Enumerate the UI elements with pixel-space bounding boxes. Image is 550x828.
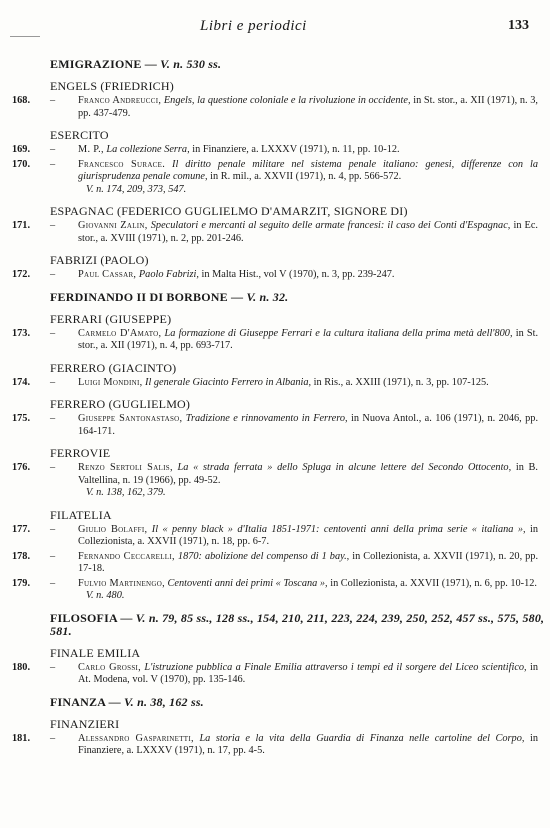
section-cross-reference: V. n. 530 ss. bbox=[160, 57, 222, 71]
header-rule bbox=[10, 36, 40, 37]
section-heading-label: ESERCITO bbox=[50, 128, 109, 142]
section-heading-label: FABRIZI (PAOLO) bbox=[50, 253, 149, 267]
entry-author: Giovanni Zalin, bbox=[78, 220, 148, 231]
entry-dash: – bbox=[50, 732, 56, 744]
section-heading-label: FILATELIA bbox=[50, 507, 112, 522]
entry-number: 172. bbox=[12, 269, 31, 280]
entry-author: Francesco Surace. bbox=[78, 158, 166, 170]
entry-cross-reference: V. n. 138, 162, 379. bbox=[86, 487, 166, 498]
entry-author: Paul Cassar, bbox=[78, 269, 137, 280]
section-heading-label: FILOSOFIA — bbox=[50, 610, 133, 625]
entry-source: in St. stor., a. XII (1971), n. 4, pp. 693-717. bbox=[78, 327, 539, 351]
entry-title: La collezione Serra, bbox=[106, 144, 190, 155]
entry-dash: – bbox=[50, 523, 56, 535]
entry-title: L'istruzione pubblica a Finale Emilia attraverso i tempi ed il sorgere del Liceo scientifico, bbox=[144, 661, 527, 673]
entry-author: Carlo Grossi, bbox=[78, 661, 142, 673]
entry-author: Carmelo D'Amato, bbox=[78, 327, 162, 339]
section-heading bbox=[0, 254, 550, 267]
section-heading bbox=[0, 696, 550, 709]
entry-source: in At. Modena, vol. V (1970), pp. 135-146. bbox=[78, 661, 538, 685]
entry-author: Renzo Sertoli Salis, bbox=[78, 462, 173, 473]
entry-number: 171. bbox=[12, 220, 31, 231]
bibliography-entry bbox=[0, 524, 550, 549]
entry-source: in Nuova Antol., a. 106 (1971), n. 2046, pp. 164-171. bbox=[78, 413, 539, 437]
bibliography-entry bbox=[0, 662, 550, 687]
entry-source: in St. stor., a. XII (1971), n. 3, pp. 437-479. bbox=[78, 95, 538, 119]
entry-dash: – bbox=[50, 144, 56, 155]
bibliography-entry bbox=[0, 159, 550, 197]
entry-number: 181. bbox=[12, 732, 31, 744]
entry-dash: – bbox=[50, 462, 56, 473]
entry-author: Fernando Ceccarelli, bbox=[78, 550, 175, 562]
entry-author: Fulvio Martinengo, bbox=[78, 577, 165, 589]
entry-dash: – bbox=[50, 269, 56, 280]
entry-dash: – bbox=[50, 327, 56, 339]
section-cross-reference: V. n. 32. bbox=[246, 289, 289, 304]
section-heading-label: EMIGRAZIONE — bbox=[50, 57, 157, 71]
bibliography-list bbox=[0, 58, 550, 758]
entry-number: 173. bbox=[12, 327, 31, 339]
entry-dash: – bbox=[50, 550, 56, 562]
section-cross-reference: V. n. 38, 162 ss. bbox=[124, 694, 204, 709]
section-heading bbox=[0, 447, 550, 460]
section-heading-label: FINANZA — bbox=[50, 694, 121, 709]
entry-source: in Ris., a. XXIII (1971), n. 3, pp. 107-125. bbox=[313, 376, 489, 388]
section-heading bbox=[0, 398, 550, 411]
section-cross-reference: V. n. 79, 85 ss., 128 ss., 154, 210, 211, 223, 224, 239, 250, 252, 457 ss., 575, 580, 581. bbox=[50, 610, 545, 638]
section-heading-label: ENGELS (FRIEDRICH) bbox=[50, 79, 174, 93]
section-heading bbox=[0, 612, 550, 638]
entry-dash: – bbox=[50, 661, 56, 673]
entry-author: Giuseppe Santonastaso, bbox=[78, 413, 183, 424]
bibliography-entry bbox=[0, 220, 550, 245]
entry-number: 180. bbox=[12, 661, 31, 673]
section-heading-label: ESPAGNAC (FEDERICO GUGLIELMO D'AMARZIT, SIGNORE DI) bbox=[50, 204, 408, 218]
section-heading bbox=[0, 313, 550, 326]
entry-dash: – bbox=[50, 577, 56, 589]
entry-source: in Finanziere, a. LXXXV (1971), n. 11, pp. 10-12. bbox=[192, 144, 400, 155]
page-number: 133 bbox=[508, 18, 529, 33]
entry-title: Il « penny black » d'Italia 1851-1971: centoventi anni della prima serie « italiana », bbox=[151, 523, 526, 535]
section-heading bbox=[0, 509, 550, 522]
entry-source: in B. Valtellina, n. 19 (1966), pp. 49-52. bbox=[78, 462, 539, 486]
entry-author: M. P., bbox=[78, 144, 104, 155]
entry-title: La « strada ferrata » dello Spluga in alcune lettere del Secondo Ottocento, bbox=[177, 462, 512, 473]
bibliography-entry bbox=[0, 462, 550, 500]
entry-title: Il diritto penale militare nel sistema penale italiano: genesi, differenze con la giurisprudenza penale comune, bbox=[78, 158, 538, 182]
entry-source: in R. mil., a. XXVII (1971), n. 4, pp. 566-572. bbox=[210, 171, 402, 182]
entry-title: 1870: abolizione del compenso di 1 bay., bbox=[177, 550, 350, 562]
section-heading-label: FERDINANDO II DI BORBONE — bbox=[50, 289, 244, 304]
entry-number: 179. bbox=[12, 577, 31, 589]
entry-source: in Malta Hist., vol V (1970), n. 3, pp. 239-247. bbox=[201, 269, 395, 280]
section-heading-label: FERRARI (GIUSEPPE) bbox=[50, 311, 172, 326]
running-title: Libri e periodici bbox=[200, 18, 307, 34]
bibliography-entry bbox=[0, 551, 550, 576]
entry-author: Alessandro Gasparinetti, bbox=[78, 732, 194, 744]
entry-number: 170. bbox=[12, 158, 31, 170]
entry-dash: – bbox=[50, 158, 56, 170]
entry-author: Franco Andreucci, bbox=[78, 95, 162, 106]
bibliography-entry bbox=[0, 95, 550, 120]
entry-source: in Finanziere, a. LXXXV (1971), n. 17, pp. 4-5. bbox=[78, 732, 538, 756]
entry-author: Giulio Bolaffi, bbox=[78, 523, 148, 535]
entry-number: 175. bbox=[12, 413, 31, 424]
section-heading bbox=[0, 647, 550, 660]
bibliography-entry bbox=[0, 328, 550, 353]
entry-title: La storia e la vita della Guardia di Finanza nelle cartoline del Corpo, bbox=[199, 732, 525, 744]
entry-title: Speculatori e mercanti al seguito delle armate francesi: il caso dei Conti d'Espagnac, bbox=[150, 220, 511, 231]
section-heading bbox=[0, 362, 550, 375]
bibliography-entry bbox=[0, 377, 550, 390]
page-header bbox=[0, 0, 550, 40]
entry-number: 168. bbox=[12, 95, 31, 106]
bibliography-entry bbox=[0, 144, 550, 157]
entry-title: Tradizione e rinnovamento in Ferrero, bbox=[185, 413, 348, 424]
bibliography-entry bbox=[0, 733, 550, 758]
bibliography-entry bbox=[0, 578, 550, 603]
section-heading bbox=[0, 80, 550, 93]
section-heading bbox=[0, 129, 550, 142]
entry-author: Luigi Mondini, bbox=[78, 376, 143, 388]
entry-title: Engels, la questione coloniale e la rivoluzione in occidente, bbox=[163, 95, 411, 106]
bibliography-entry bbox=[0, 413, 550, 438]
section-heading-label: FINANZIERI bbox=[50, 716, 120, 731]
section-heading-label: FERRERO (GIACINTO) bbox=[50, 360, 177, 375]
entry-dash: – bbox=[50, 413, 56, 424]
entry-number: 169. bbox=[12, 144, 31, 155]
entry-title: Il generale Giacinto Ferrero in Albania, bbox=[145, 376, 312, 388]
section-heading bbox=[0, 205, 550, 218]
section-heading bbox=[0, 291, 550, 304]
entry-source: in Collezionista, a. XXVII (1971), n. 20, pp. 17-18. bbox=[78, 550, 539, 574]
entry-number: 174. bbox=[12, 376, 31, 388]
section-heading-label: FINALE EMILIA bbox=[50, 645, 141, 660]
entry-title: La formazione di Giuseppe Ferrari e la cultura italiana della prima metà dell'800, bbox=[164, 327, 513, 339]
entry-title: Centoventi anni dei primi « Toscana », bbox=[167, 577, 328, 589]
section-heading-label: FERROVIE bbox=[50, 446, 111, 460]
entry-title: Paolo Fabrizi, bbox=[138, 269, 199, 280]
entry-source: in Collezionista, a. XXVII (1971), n. 18, pp. 6-7. bbox=[78, 523, 538, 547]
bibliography-entry bbox=[0, 269, 550, 282]
entry-source: in Ec. stor., a. XVIII (1971), n. 2, pp. 201-246. bbox=[78, 220, 538, 244]
entry-number: 177. bbox=[12, 523, 31, 535]
section-heading bbox=[0, 58, 550, 71]
entry-source: in Collezionista, a. XXVII (1971), n. 6, pp. 10-12. bbox=[330, 577, 537, 589]
entry-number: 178. bbox=[12, 550, 31, 562]
section-heading-label: FERRERO (GUGLIELMO) bbox=[50, 397, 191, 411]
entry-cross-reference: V. n. 174, 209, 373, 547. bbox=[86, 183, 187, 195]
entry-number: 176. bbox=[12, 462, 31, 473]
entry-cross-reference: V. n. 480. bbox=[86, 590, 125, 601]
section-heading bbox=[0, 718, 550, 731]
entry-dash: – bbox=[50, 220, 56, 231]
entry-dash: – bbox=[50, 95, 56, 106]
entry-dash: – bbox=[50, 376, 56, 388]
